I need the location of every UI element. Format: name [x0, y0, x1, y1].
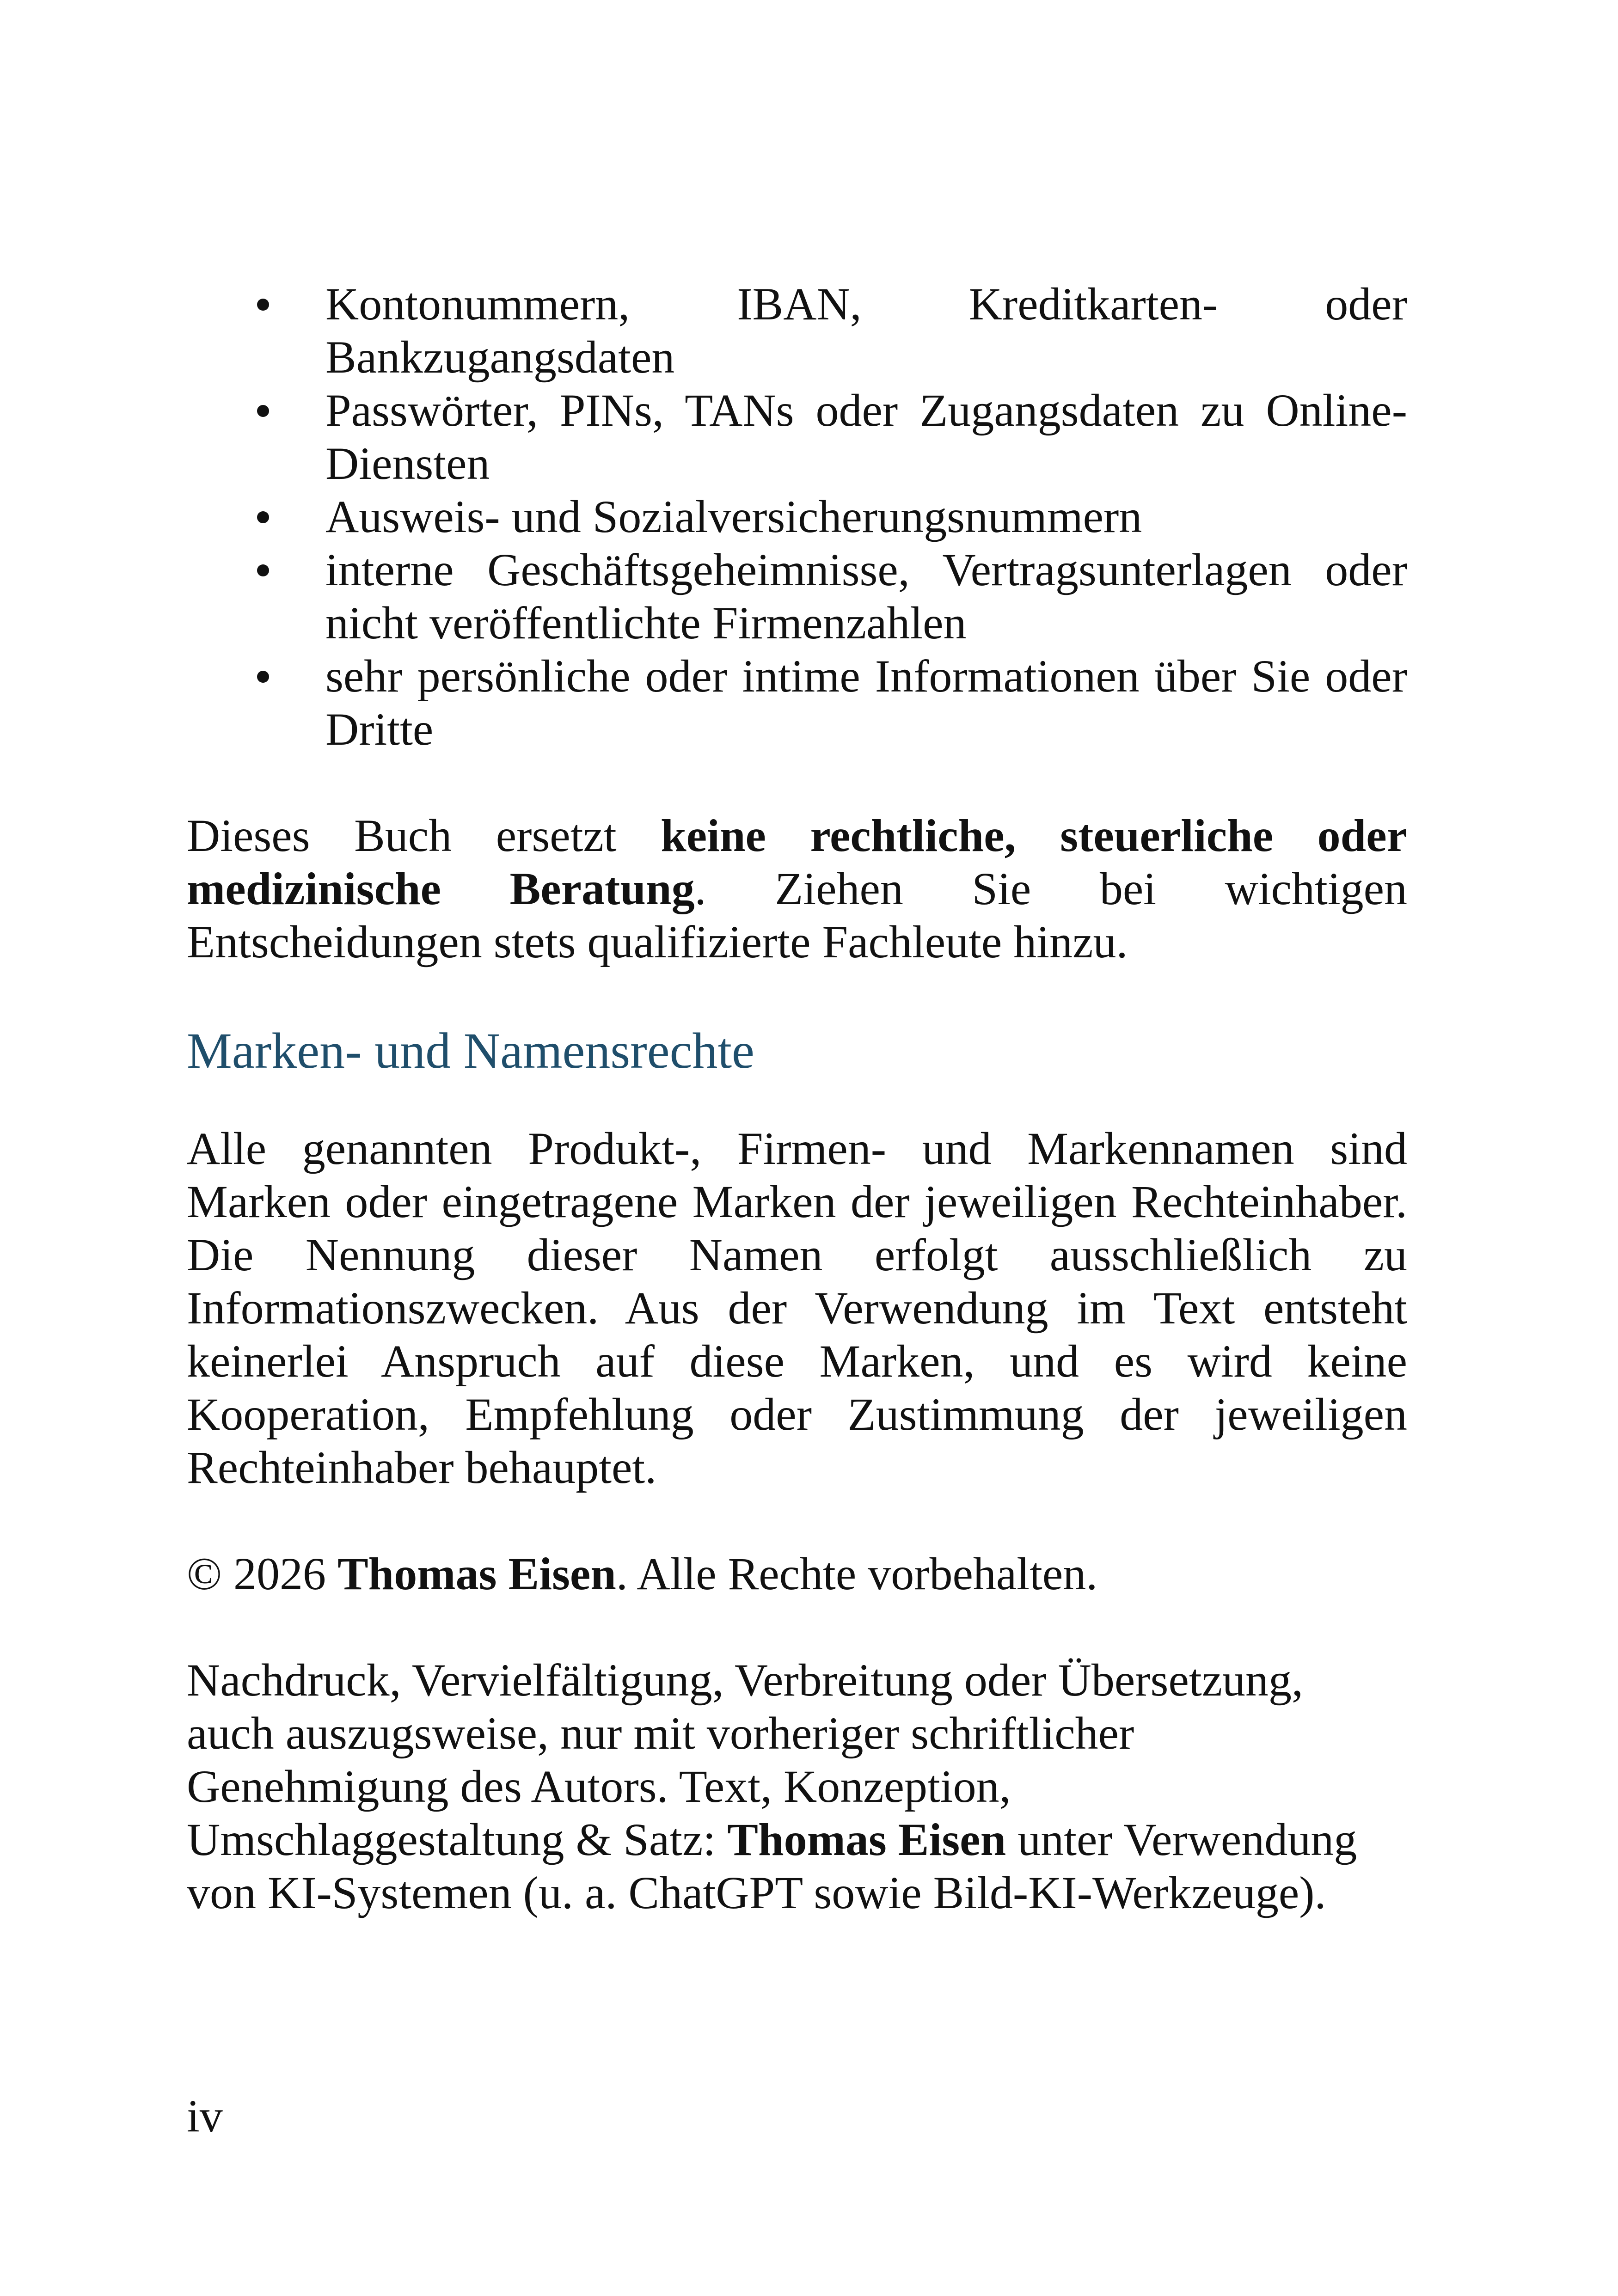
bullet-icon [257, 405, 269, 417]
list-item [187, 649, 1407, 756]
reprint-line-start: Umschlaggestaltung & Satz: [187, 1814, 728, 1866]
copyright-line [187, 1547, 1407, 1600]
reprint-line: von KI-Systemen (u. a. ChatGPT sowie Bild-KI-Werkzeuge). [187, 1867, 1326, 1919]
page-content [187, 277, 1407, 1919]
bullet-icon [257, 671, 269, 683]
list-item-text: Passwörter, PINs, TANs oder Zugangsdaten zu Online-Diensten [325, 385, 1407, 489]
reprint-line: auch auszugsweise, nur mit vorheriger schriftlicher [187, 1708, 1134, 1759]
copyright-author: Thomas Eisen [337, 1548, 616, 1600]
disclaimer-text-start: Dieses Buch ersetzt [187, 810, 661, 861]
trademark-paragraph: Alle genannten Produkt-, Firmen- und Markennamen sind Marken oder eingetragene Marken der jeweiligen Rechteinhaber. Die Nennung dieser Namen erfolgt ausschließlich zu Informationszwecken. Aus der Verwendung im Text entsteht keinerlei Anspruch auf diese Marken, und es wird keine Kooperation, Empfehlung oder Zustimmung der jeweiligen Rechteinhaber behauptet. [187, 1123, 1407, 1494]
page-number: iv [187, 2090, 223, 2142]
list-item-text: Kontonummern, IBAN, Kreditkarten- oder Bankzugangsdaten [325, 278, 1407, 383]
list-item [187, 543, 1407, 649]
disclaimer-emphasis: keine rechtliche, steuerliche oder medizinische Beratung [187, 810, 1407, 914]
reprint-line: Nachdruck, Vervielfältigung, Verbreitung oder Übersetzung, [187, 1654, 1303, 1706]
list-item-text: interne Geschäftsgeheimnisse, Vertragsunterlagen oder nicht veröffentlichte Firmenzahlen [325, 544, 1407, 649]
bullet-icon [257, 511, 269, 523]
bullet-icon [257, 564, 269, 576]
disclaimer-paragraph [187, 809, 1407, 968]
reprint-author: Thomas Eisen [727, 1814, 1006, 1866]
list-item [187, 490, 1407, 543]
reprint-paragraph [187, 1653, 1407, 1919]
list-item-text: Ausweis- und Sozialversicherungsnummern [325, 491, 1142, 542]
sensitive-data-list [187, 277, 1407, 756]
list-item-text: sehr persönliche oder intime Informationen über Sie oder Dritte [325, 650, 1407, 755]
reprint-line: Genehmigung des Autors. Text, Konzeption, [187, 1761, 1011, 1812]
reprint-line-end: unter Verwendung [1006, 1814, 1357, 1866]
list-item [187, 277, 1407, 384]
copyright-suffix: . Alle Rechte vorbehalten. [616, 1548, 1098, 1600]
copyright-prefix: © 2026 [187, 1548, 337, 1600]
trademark-heading: Marken- und Namensrechte [187, 1022, 754, 1079]
disclaimer-text-end: . Ziehen Sie bei wichtigen Entscheidungen stets qualifizierte Fachleute hinzu. [187, 863, 1407, 967]
list-item [187, 384, 1407, 490]
bullet-icon [257, 299, 269, 311]
